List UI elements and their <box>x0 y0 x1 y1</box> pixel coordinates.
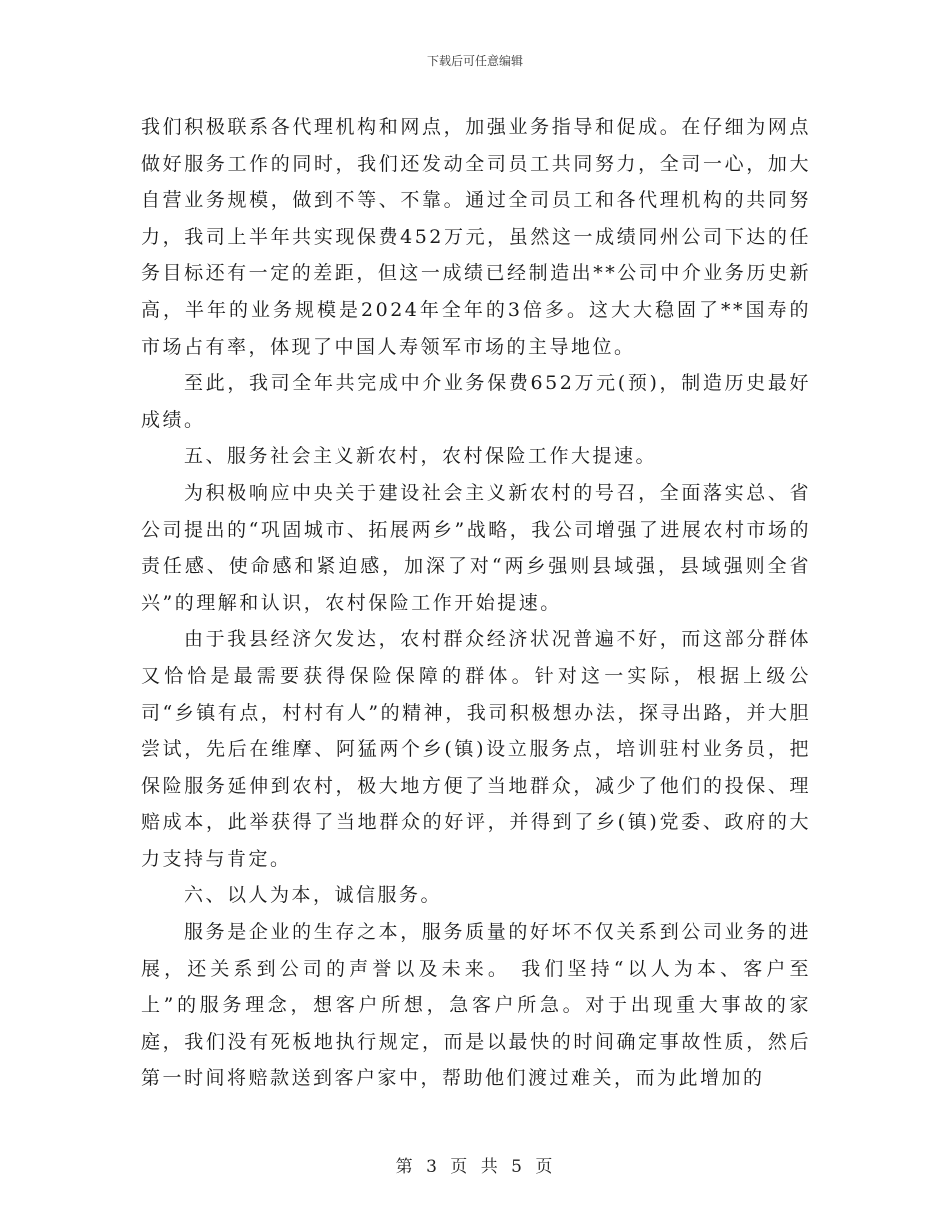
body-paragraph-3: 为积极响应中央关于建设社会主义新农村的号召，全面落实总、省公司提出的“巩固城市、拓展两乡”战略，我公司增强了进展农村市场的责任感、使命感和紧迫感，加深了对“两乡强则县域强，县域强则全省兴”的理解和认识，农村保险工作开始提速。 <box>141 481 811 614</box>
body-paragraph-4: 由于我县经济欠发达，农村群众经济状况普遍不好，而这部分群体又恰恰是最需要获得保险保障的群体。针对这一实际，根据上级公司“乡镇有点，村村有人”的精神，我司积极想办法，探寻出路，并大胆尝试，先后在维摩、阿猛两个乡(镇)设立服务点，培训驻村业务员，把保险服务延伸到农村，极大地方便了当地群众，减少了他们的投保、理赔成本，此举获得了当地群众的好评，并得到了乡(镇)党委、政府的大力支持与肯定。 <box>141 628 811 870</box>
section-heading-6: 六、以人为本，诚信服务。 <box>184 884 443 907</box>
footer-current-page: 3 <box>426 1157 439 1177</box>
footer-label-ye: 页 <box>450 1157 470 1177</box>
body-paragraph-2: 至此，我司全年共完成中介业务保费652万元(预)，制造历史最好成绩。 <box>141 372 811 431</box>
page-footer <box>0 1152 950 1177</box>
footer-total-pages: 5 <box>511 1157 524 1177</box>
section-heading-5: 五、服务社会主义新农村，农村保险工作大提速。 <box>184 445 658 468</box>
footer-label-ye-2: 页 <box>535 1157 555 1177</box>
footer-label-page: 第 <box>395 1157 415 1177</box>
document-body <box>141 109 811 1097</box>
body-paragraph-5: 服务是企业的生存之本，服务质量的好坏不仅关系到公司业务的进展，还关系到公司的声誉以及未来。 我们坚持“以人为本、客户至上”的服务理念，想客户所想，急客户所急。对于出现重大事故的家庭，我们没有死板地执行规定，而是以最快的时间确定事故性质，然后第一时间将赔款送到客户家中，帮助他们渡过难关，而为此增加的 <box>141 921 811 1090</box>
body-paragraph-1: 我们积极联系各代理机构和网点，加强业务指导和促成。在仔细为网点做好服务工作的同时，我们还发动全司员工共同努力，全司一心，加大自营业务规模，做到不等、不靠。通过全司员工和各代理机构的共同努力，我司上半年共实现保费452万元，虽然这一成绩同州公司下达的任务目标还有一定的差距，但这一成绩已经制造出**公司中介业务历史新高，半年的业务规模是2024年全年的3倍多。这大大稳固了**国寿的市场占有率，体现了中国人寿领军市场的主导地位。 <box>141 116 811 358</box>
page-header-note: 下载后可任意编辑 <box>426 54 523 68</box>
footer-label-total: 共 <box>480 1157 500 1177</box>
